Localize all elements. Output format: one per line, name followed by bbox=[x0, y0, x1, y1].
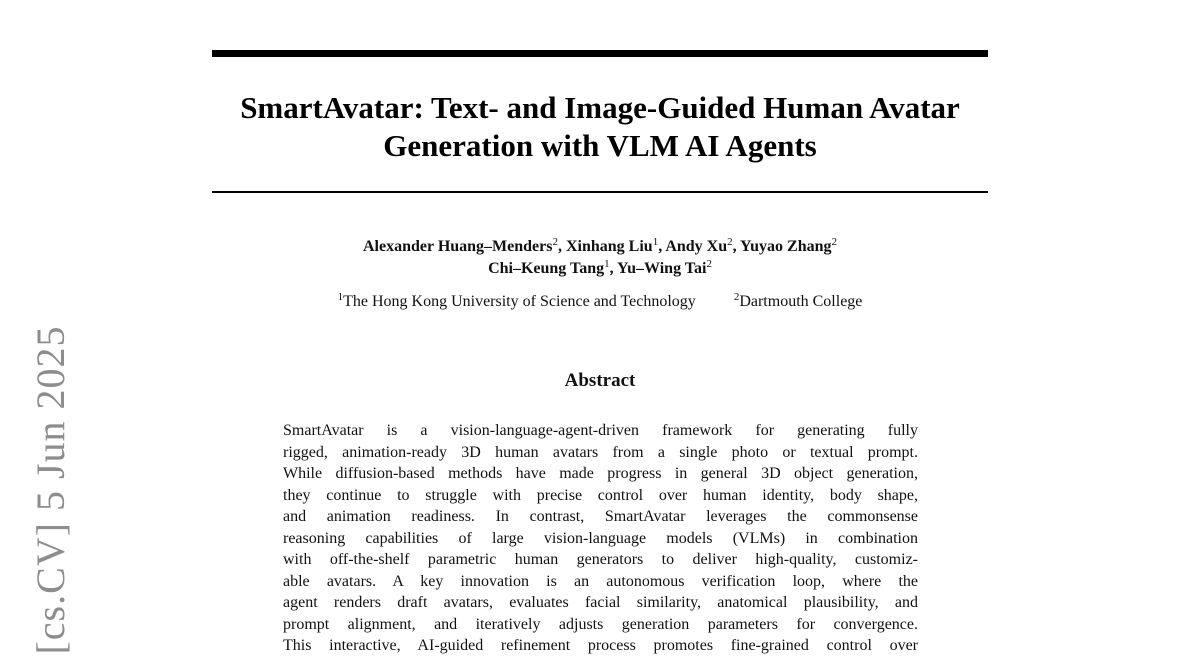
author-affiliation-mark: 2 bbox=[831, 236, 837, 248]
abstract-line: rigged, animation-ready 3D human avatars from a single photo or textual prompt. bbox=[283, 443, 918, 461]
paper-title bbox=[180, 89, 1020, 165]
author-line-1 bbox=[212, 236, 988, 258]
author-name: Yuyao Zhang bbox=[740, 238, 832, 255]
abstract-line: SmartAvatar is a vision-language-agent-driven framework for generating fully bbox=[283, 422, 918, 439]
author-affiliation-mark: 1 bbox=[604, 258, 610, 270]
affiliation-name: Dartmouth College bbox=[739, 293, 863, 310]
author-affiliation-mark: 2 bbox=[552, 236, 558, 248]
abstract-line: This interactive, AI-guided refinement process promotes fine-grained control over bbox=[283, 637, 918, 654]
affiliation-mark: 2 bbox=[733, 291, 740, 303]
author-separator: , bbox=[658, 238, 666, 255]
affiliation-name: The Hong Kong University of Science and Technology bbox=[343, 293, 696, 310]
author-name: Xinhang Liu bbox=[565, 238, 653, 255]
abstract-line: reasoning capabilities of large vision-language models (VLMs) in combination bbox=[283, 529, 918, 547]
title-top-rule bbox=[212, 50, 988, 57]
paper-title-line-2: Generation with VLM AI Agents bbox=[383, 128, 817, 163]
abstract-line: able avatars. A key innovation is an autonomous verification loop, where the bbox=[283, 572, 918, 590]
title-bottom-rule bbox=[212, 191, 988, 193]
abstract-heading: Abstract bbox=[564, 370, 636, 391]
abstract-line: and animation readiness. In contrast, SmartAvatar leverages the commonsense bbox=[283, 508, 918, 525]
abstract-line: with off-the-shelf parametric human generators to deliver high-quality, customiz- bbox=[283, 551, 918, 568]
abstract-text bbox=[283, 420, 918, 657]
author-name: Andy Xu bbox=[665, 238, 728, 255]
abstract-line: While diffusion-based methods have made progress in general 3D object generation, bbox=[283, 465, 918, 482]
author-list bbox=[212, 236, 988, 280]
abstract-line: they continue to struggle with precise control over human identity, body shape, bbox=[283, 486, 918, 504]
affiliation-mark: 1 bbox=[337, 291, 344, 303]
paper-title-line-1: SmartAvatar: Text- and Image-Guided Human Avatar bbox=[240, 90, 960, 125]
author-name: Yu–Wing Tai bbox=[617, 260, 707, 277]
author-name: Chi–Keung Tang bbox=[488, 260, 605, 277]
author-affiliation-mark: 1 bbox=[652, 236, 659, 248]
author-separator: , bbox=[557, 238, 566, 255]
author-separator: , bbox=[732, 238, 741, 255]
affiliation-list bbox=[212, 291, 988, 313]
abstract-line: prompt alignment, and iteratively adjusts generation parameters for convergence. bbox=[283, 615, 918, 633]
author-separator: , bbox=[609, 260, 618, 277]
author-name: Alexander Huang–Menders bbox=[363, 238, 553, 255]
arxiv-identifier-stamp: [cs.CV] 5 Jun 2025 bbox=[28, 325, 73, 655]
author-line-2 bbox=[212, 258, 988, 280]
author-affiliation-mark: 2 bbox=[706, 258, 712, 270]
author-affiliation-mark: 2 bbox=[727, 236, 733, 248]
abstract-line: agent renders draft avatars, evaluates facial similarity, anatomical plausibility, and bbox=[283, 594, 918, 611]
